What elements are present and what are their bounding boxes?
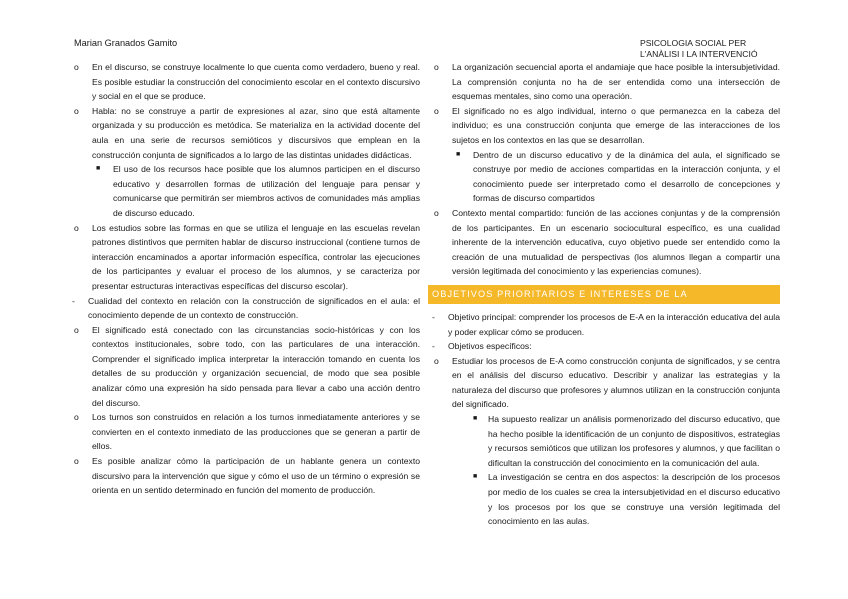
header-author: Marian Granados Gamito (74, 38, 178, 48)
bullet-marker: - (72, 295, 75, 306)
bullet-marker: o (74, 62, 79, 72)
list-item (70, 410, 420, 454)
bullet-marker: o (74, 412, 79, 423)
header-course (640, 38, 758, 60)
list-item (70, 60, 420, 104)
list-item-text: Los turnos son construidos en relación a los turnos inmediatamente anteriores y se convierten en el contexto inmediato de las producciones que se generan a partir de ellos. (92, 412, 420, 452)
list-item-text: Objetivos específicos: (448, 341, 532, 352)
bullet-marker: o (434, 355, 439, 366)
bullet-marker: o (74, 105, 79, 116)
bullet-marker: - (432, 341, 435, 352)
list-item (70, 162, 420, 220)
list-item-text: Ha supuesto realizar un análisis pormenorizado del discurso educativo, que ha hecho posible la identificación de un conjunto de dispositivos, estrategias y recursos semióticos que utilizan los profesores y alumnos, y que facilitan o dificultan la construcción del conocimiento en la comunicación del aula. (488, 414, 780, 468)
list-item (430, 104, 780, 148)
list-item (70, 104, 420, 162)
list-item-text: El significado está conectado con las circunstancias socio-históricas y con los contextos institucionales, sobre todo, con las particulares de una interacción. Comprender el significado implica interpretar la interacción tomando en cuenta los detalles de su producción y organización secuencial, de modo que sea posible analizar cómo una expresión ha sido pensada para llevar a cabo una acción dentro del discurso. (92, 324, 420, 408)
bullet-marker: o (74, 324, 79, 335)
list-item-text: Contexto mental compartido: función de las acciones conjuntas y de la comprensión de los participantes. En un escenario sociocultural específico, es una cualidad inherente de la intervención educativa, cuyo objetivo puede ser entendido como la creación de una mutualidad de perspectivas (los alumnos llegan a compartir una versión legitimada del conocimiento y las experiencias comunes). (452, 207, 780, 277)
section-title: OBJETIVOS PRIORITARIOS E INTERESES DE LA INVESTIGACIÓN (428, 285, 780, 304)
bullet-marker: o (74, 456, 79, 467)
list-item (70, 323, 420, 411)
list-item-text: La investigación se centra en dos aspectos: la descripción de los procesos por medio de los cuales se crea la intersubjetividad en el discurso educativo y los procesos por los que se construye una versión legitimada del conocimiento en las aulas. (488, 472, 780, 527)
bullet-marker: o (434, 105, 439, 116)
list-item-text: Dentro de un discurso educativo y de la dinámica del aula, el significado se construye por medio de acciones compartidas en la interacción conjunta, y el conocimiento puede ser interpretado como el desarrollo de concepciones y formas de discurso compartidos (473, 149, 780, 204)
header-course-line1: PSICOLOGIA SOCIAL PER (640, 38, 747, 48)
right-column-bottom (430, 310, 780, 529)
list-item (430, 148, 780, 206)
header-course-line2: L'ANÀLISI I LA INTERVENCIÓ (640, 49, 758, 59)
bullet-marker: ■ (473, 473, 478, 481)
list-item-text: Cualidad del contexto en relación con la construcción de significados en el aula: el conocimiento depende de un contexto de construcción. (88, 295, 420, 321)
list-item (70, 294, 420, 323)
list-item (70, 454, 420, 498)
list-item (430, 470, 780, 528)
list-item (430, 412, 780, 470)
bullet-marker: o (434, 207, 439, 218)
bullet-marker: o (434, 62, 439, 72)
bullet-marker: ■ (96, 165, 101, 173)
list-item (430, 339, 780, 354)
list-item-text: Estudiar los procesos de E-A como construcción conjunta de significados, y se centra en el análisis del discurso educativo. Describir y analizar las estrategias y la naturaleza del discurso que profesores y alumnos utilizan en la construcción conjunta del significado. (452, 355, 780, 410)
list-item (430, 206, 780, 279)
list-item (430, 310, 780, 339)
list-item-text: El uso de los recursos hace posible que los alumnos participen en el discurso educativo y desarrollen formas de utilización del lenguaje para pensar y comunicarse que permitirán ser miembros activos de comunidades más amplias de discurso educado. (113, 164, 420, 218)
list-item-text: En el discurso, se construye localmente lo que cuenta como verdadero, bueno y real. Es posible estudiar la construcción del conocimiento escolar en el contexto discursivo y social en el que se produce. (92, 62, 420, 102)
list-item (70, 221, 420, 294)
list-item-text: La organización secuencial aporta el andamiaje que hace posible la intersubjetividad. La comprensión conjunta no ha de ser entendida como una intersección de esquemas mentales, sino como una operación. (452, 62, 780, 102)
list-item-text: Es posible analizar cómo la participación de un hablante genera un contexto discursivo para la intervención que sigue y cómo el uso de un término o expresión se orienta en un sentido determinado en función del momento de producción. (92, 456, 420, 496)
right-column (430, 60, 780, 529)
list-item-text: Los estudios sobre las formas en que se utiliza el lenguaje en las escuelas revelan patrones distintivos que permiten hablar de discurso instruccional (contiene turnos de interacción encaminados a aportar información específica, controlar las ejecuciones de los participantes y evaluar el proceso de los alumnos, y se caracteriza por presentar estructuras interactivas específicas del discurso escolar). (92, 222, 420, 291)
right-column-top (430, 60, 780, 279)
bullet-marker: ■ (473, 415, 478, 423)
list-item-text: Objetivo principal: comprender los procesos de E-A en la interacción educativa del aula y poder explicar cómo se producen. (448, 311, 781, 337)
bullet-marker: o (74, 222, 79, 233)
list-item (430, 354, 780, 412)
bullet-marker: ■ (456, 150, 461, 158)
left-column (70, 60, 420, 498)
list-item-text: Habla: no se construye a partir de expresiones al azar, sino que está altamente organizada y su producción es metódica. Se materializa en la actividad docente del aula en una serie de recursos semióticos y discursivos que emplean en la construcción conjunta de significados a lo largo de las distintas unidades didácticas. (92, 105, 420, 160)
bullet-marker: - (432, 311, 435, 322)
list-item-text: El significado no es algo individual, interno o que permanezca en la cabeza del individuo; es una construcción conjunta que emerge de las interacciones de los sujetos en los contextos en las que se desarrollan. (452, 105, 780, 145)
list-item (430, 60, 780, 104)
